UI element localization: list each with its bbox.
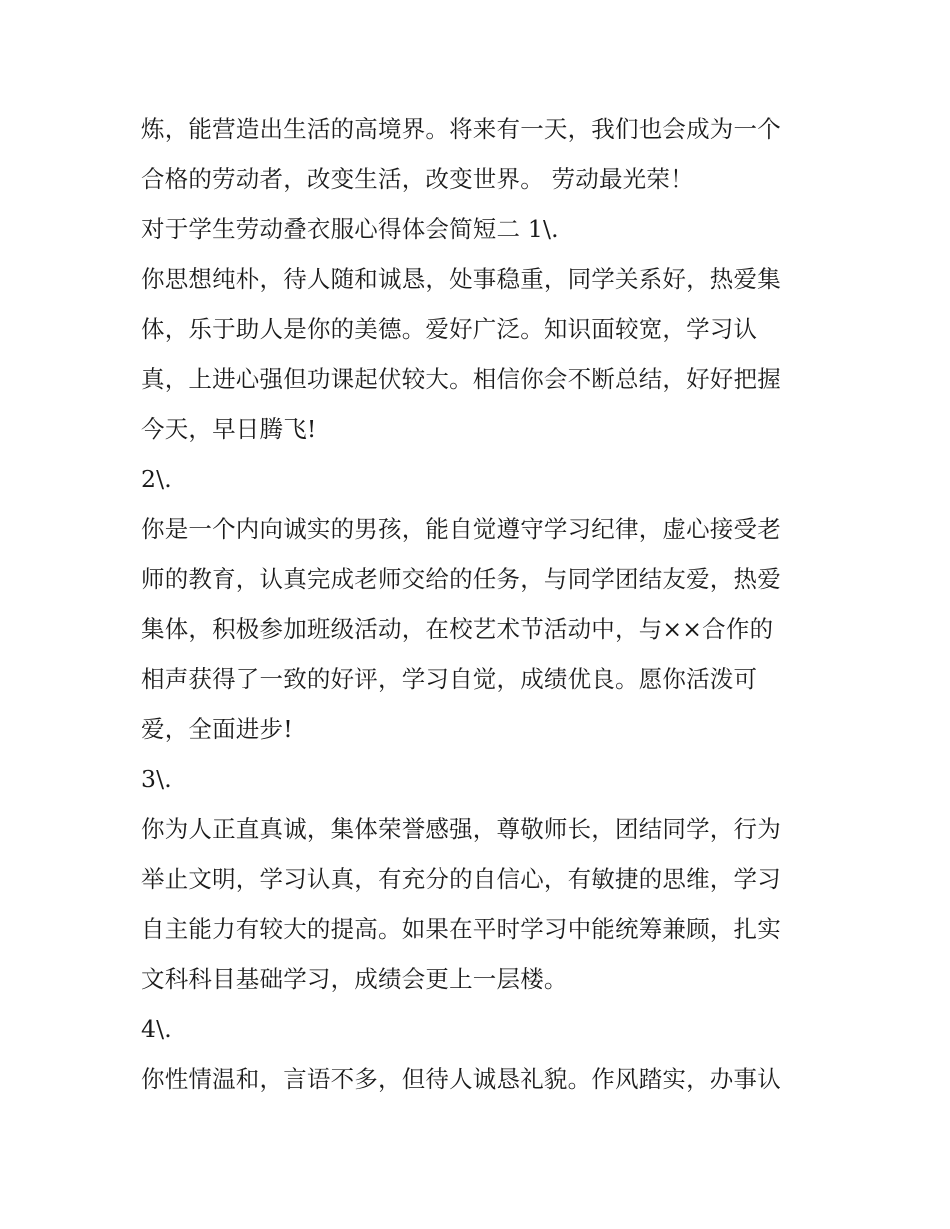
item-number: 2\.: [141, 465, 172, 493]
text-line: 真，上进心强但功课起伏较大。相信你会不断总结，好好把握: [141, 365, 781, 393]
text-line: 爱，全面进步!: [141, 715, 293, 743]
text-line: 你是一个内向诚实的男孩，能自觉遵守学习纪律，虚心接受老: [141, 515, 781, 543]
text-line: 你性情温和，言语不多，但待人诚恳礼貌。作风踏实，办事认: [141, 1065, 781, 1093]
text-line: 文科科目基础学习，成绩会更上一层楼。: [141, 965, 568, 993]
text-line: 相声获得了一致的好评，学习自觉，成绩优良。愿你活泼可: [141, 665, 758, 693]
document-body: [141, 104, 813, 1104]
text-line: 你为人正直真诚，集体荣誉感强，尊敬师长，团结同学，行为: [141, 815, 781, 843]
text-line: 举止文明，学习认真，有充分的自信心，有敏捷的思维，学习: [141, 865, 781, 893]
text-line: 师的教育，认真完成老师交给的任务，与同学团结友爱，热爱: [141, 565, 781, 593]
text-line: 体，乐于助人是你的美德。爱好广泛。知识面较宽，学习认: [141, 315, 758, 343]
text-line: 今天，早日腾飞!: [141, 415, 317, 443]
item-number: 3\.: [141, 765, 172, 793]
text-line: 你思想纯朴，待人随和诚恳，处事稳重，同学关系好，热爱集: [141, 265, 781, 293]
text-line: 集体，积极参加班级活动，在校艺术节活动中，与××合作的: [141, 615, 774, 643]
section-heading: 对于学生劳动叠衣服心得体会简短二 1\.: [141, 215, 559, 243]
text-line: 炼，能营造出生活的高境界。将来有一天，我们也会成为一个: [141, 115, 781, 143]
item-number: 4\.: [141, 1015, 172, 1043]
text-line: 自主能力有较大的提高。如果在平时学习中能统筹兼顾，扎实: [141, 915, 781, 943]
text-line: 合格的劳动者，改变生活，改变世界。 劳动最光荣！: [141, 165, 694, 193]
